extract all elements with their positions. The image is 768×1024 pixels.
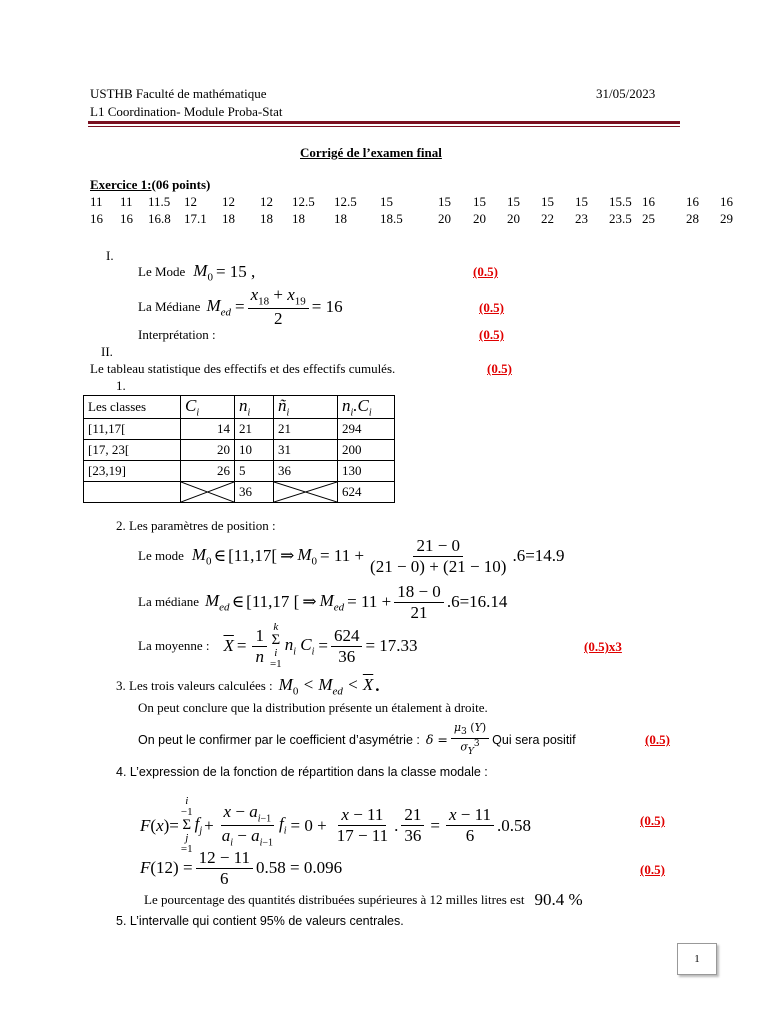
data-value: 15: [541, 194, 554, 209]
q2-mode-interval: [11,17[: [228, 546, 278, 566]
data-value: 12: [184, 194, 197, 209]
exercise-heading: [90, 177, 210, 193]
q4-f-end: .0.58: [497, 815, 532, 835]
q2-mode-label: Le mode: [138, 548, 184, 564]
score-f12: (0.5): [640, 862, 665, 877]
q2-median-label: La médiane: [138, 594, 199, 610]
cell-ci: 26: [181, 461, 235, 482]
mode-expr: = 15 ,: [215, 262, 256, 282]
part1-median: La Médiane $M_{ed}$ = $\frac{x_{18} + x_{19}}{2}$ = 16: [138, 285, 343, 329]
data-value: 15: [438, 194, 451, 209]
median-label: La Médiane: [138, 298, 201, 314]
cross-mark-icon: [274, 482, 337, 502]
data-value: 15: [380, 194, 393, 209]
table-row: [84, 461, 395, 482]
data-value: 18: [222, 211, 235, 226]
data-value: 12.5: [292, 194, 315, 209]
score-interpretation: (0.5): [479, 327, 504, 342]
data-value: 11: [120, 194, 133, 209]
q4-label: 4. L’expression de la fonction de répartition dans la classe modale :: [116, 765, 488, 779]
q2-mean: La moyenne : $\overline{X}$ = $\frac{1}{n}$ k Σ i =1 $n_i$ $C_i$ = $\frac{624}{36}$ = 17.33: [138, 621, 418, 670]
q2-mode-end: .6=14.9: [512, 546, 565, 566]
data-value: 28: [686, 211, 699, 226]
data-value: 20: [473, 211, 486, 226]
q2-mode: Le mode $M_0$ ∈ [11,17[ ⇒ $M_0$ = 11 + $\frac{21 - 0}{(21 - 0) + (21 - 10)}$ .6=14.9: [138, 536, 565, 576]
mode-label: Le Mode: [138, 264, 186, 280]
data-value: 16: [120, 211, 133, 226]
stat-table: [83, 395, 395, 503]
median-symbol: $M_{ed}$: [206, 295, 232, 318]
cell-crossed: [274, 482, 338, 503]
data-value: 16: [720, 194, 733, 209]
cell-ni: 21: [235, 419, 274, 440]
cell-cumul: 31: [274, 440, 338, 461]
th-classes: Les classes: [84, 396, 181, 419]
median-result: = 16: [311, 296, 343, 316]
data-value: 16: [642, 194, 655, 209]
cell-crossed: [181, 482, 235, 503]
score-skewness: (0.5): [645, 732, 670, 747]
header-rule-thin: [88, 126, 680, 127]
data-value: 15: [507, 194, 520, 209]
q2-mode-start: = 11 +: [319, 546, 365, 566]
score-median: (0.5): [479, 300, 504, 315]
q5-label: 5. L’intervalle qui contient 95% de valeurs centrales.: [116, 914, 404, 928]
part2-roman: II.: [101, 344, 113, 359]
data-value: 18: [260, 211, 273, 226]
data-value: 11: [90, 194, 103, 209]
q3-line: 3. Les trois valeurs calculées : $M_0 < M_{ed} < \overline{X}$ .: [116, 675, 380, 698]
score-mode: (0.5): [473, 264, 498, 279]
data-value: 17.1: [184, 211, 207, 226]
q2-median-interval: [11,17 [: [246, 592, 300, 612]
score-cdf: (0.5): [640, 813, 665, 828]
data-value: 15: [473, 194, 486, 209]
data-value: 18: [292, 211, 305, 226]
q3-conclusion: On peut conclure que la distribution présente un étalement à droite.: [138, 700, 488, 715]
q2-label: 2. Les paramètres de position :: [116, 518, 276, 533]
header-institution: USTHB Faculté de mathématique: [90, 86, 267, 101]
q4-formula: F ( x )= i −1 Σ j =1 $f_j$ + $\frac{x - a_{i-1}}{a_i - a_{i-1}}$ $f_i$ = 0 + $\frac{x - 11}{17 - 11}$ . $\frac{21}{36}$ = $\frac{x - 11}{6}$ .0.58: [140, 795, 532, 855]
data-value: 11.5: [148, 194, 171, 209]
table-intro: Le tableau statistique des effectifs et des effectifs cumulés.: [90, 361, 396, 376]
q3-label: 3. Les trois valeurs calculées :: [116, 678, 273, 694]
q3-confirm-text: On peut le confirmer par le coefficient d’asymétrie :: [138, 732, 420, 747]
header-course: L1 Coordination- Module Proba-Stat: [90, 104, 283, 119]
cell-ci: 14: [181, 419, 235, 440]
cell-nici: 200: [338, 440, 395, 461]
table-header-row: [84, 396, 395, 419]
cell-total-empty: [84, 482, 181, 503]
data-value: 18.5: [380, 211, 403, 226]
cell-cumul: 21: [274, 419, 338, 440]
q4-f12: F (12) = $\frac{12 - 11}{6}$ 0.58 = 0.096: [140, 848, 343, 888]
item-1: 1.: [116, 378, 126, 393]
median-fraction: $\frac{x_{18} + x_{19}}{2}$: [248, 285, 309, 329]
data-value: 20: [438, 211, 451, 226]
q2-mean-result: = 17.33: [365, 636, 418, 655]
data-value: 12: [222, 194, 235, 209]
cell-nici: 294: [338, 419, 395, 440]
data-value: 12: [260, 194, 273, 209]
q2-mean-fraction: $\frac{624}{36}$: [331, 626, 363, 666]
q2-median: La médiane $M_{ed}$ ∈ [11,17 [ ⇒ $M_{ed}$ = 11 + $\frac{18 - 0}{21}$ .6=16.14: [138, 582, 508, 622]
table-total-row: [84, 482, 395, 503]
th-ni: $n_i$: [235, 396, 274, 419]
data-value: 18: [334, 211, 347, 226]
cell-cumul: 36: [274, 461, 338, 482]
cell-ni: 5: [235, 461, 274, 482]
data-value: 15.5: [609, 194, 632, 209]
score-position: (0.5)x3: [584, 639, 622, 654]
q2-mode-fraction: $\frac{21 - 0}{(21 - 0) + (21 - 10)}$: [370, 536, 507, 576]
q2-median-start: = 11 +: [347, 592, 392, 612]
data-value: 15: [575, 194, 588, 209]
th-nici: $n_i.C_i$: [338, 396, 395, 419]
cell-ni: 10: [235, 440, 274, 461]
q2-median-end: .6=16.14: [446, 592, 508, 612]
data-value: 20: [507, 211, 520, 226]
q2-mean-label: La moyenne :: [138, 638, 210, 653]
cell-class: [11,17[: [84, 419, 181, 440]
part1-mode: [138, 261, 255, 283]
q3-positive: Qui sera positif: [492, 732, 576, 747]
data-value: 12.5: [334, 194, 357, 209]
q4-percentage-value: 90.4 %: [534, 890, 583, 909]
header-rule-thick: [88, 121, 680, 124]
mode-symbol: $M_0$: [193, 261, 213, 284]
q4-f12-result: 0.58 = 0.096: [256, 858, 343, 878]
score-table: (0.5): [487, 361, 512, 376]
q3-confirm: On peut le confirmer par le coefficient d’asymétrie : δ = $\frac{\mu_3 (Y)}{\sigma_Y^3}$ Qui sera positif: [138, 721, 576, 757]
part1-roman: I.: [106, 248, 114, 263]
cell-class: [23,19]: [84, 461, 181, 482]
q4-percentage-text: Le pourcentage des quantités distribuées supérieures à 12 milles litres est: [144, 892, 525, 907]
data-value: 23.5: [609, 211, 632, 226]
data-value: 22: [541, 211, 554, 226]
table-row: [84, 440, 395, 461]
th-ci: $C_i$: [181, 396, 235, 419]
data-value: 16: [90, 211, 103, 226]
table-row: [84, 419, 395, 440]
cell-ci: 20: [181, 440, 235, 461]
header-date: 31/05/2023: [596, 86, 656, 101]
interpretation-label: Interprétation :: [138, 327, 216, 342]
exercise-points: (06 points): [151, 177, 211, 192]
cell-total-ni: 36: [235, 482, 274, 503]
cell-total-nici: 624: [338, 482, 395, 503]
q2-median-fraction: $\frac{18 - 0}{21}$: [394, 582, 444, 622]
data-value: 16: [686, 194, 699, 209]
data-value: 29: [720, 211, 733, 226]
page-title: Corrigé de l’examen final: [300, 145, 442, 160]
cross-mark-icon: [181, 482, 234, 502]
q4-percentage: [144, 890, 583, 910]
exercise-title: Exercice 1:: [90, 177, 152, 192]
skewness-fraction: $\frac{\mu_3 (Y)}{\sigma_Y^3}$: [451, 722, 489, 757]
th-cumul: $ñ_i$: [274, 396, 338, 419]
cell-class: [17, 23[: [84, 440, 181, 461]
data-value: 25: [642, 211, 655, 226]
data-value: 23: [575, 211, 588, 226]
data-value: 16.8: [148, 211, 171, 226]
page-number: 1: [677, 943, 717, 975]
cell-nici: 130: [338, 461, 395, 482]
